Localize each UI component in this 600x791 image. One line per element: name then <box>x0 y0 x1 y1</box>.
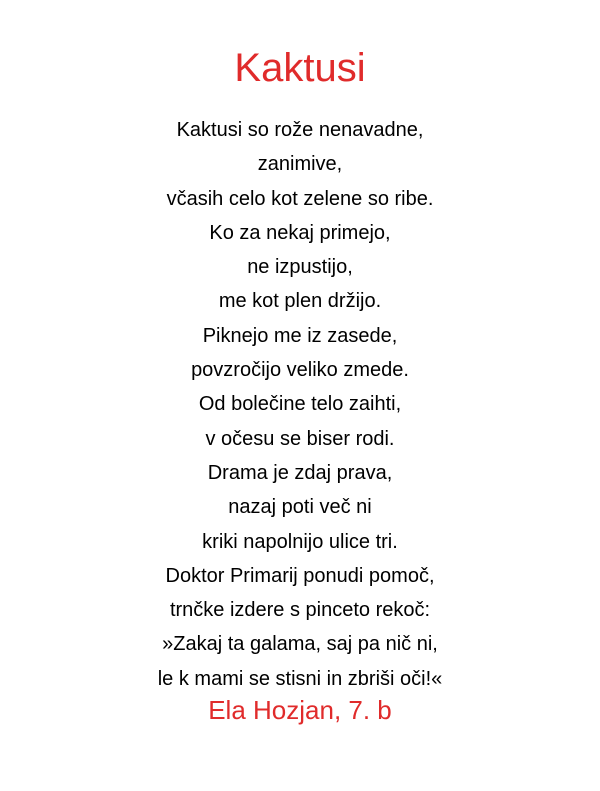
poem-line: ne izpustijo, <box>247 256 353 279</box>
poem-line: Drama je zdaj prava, <box>207 461 393 484</box>
poem-line: nazaj poti več ni <box>228 496 372 519</box>
poem-line: Piknejo me iz zasede, <box>202 324 398 347</box>
poem-title: Kaktusi <box>234 46 366 90</box>
poem-line: »Zakaj ta galama, saj pa nič ni, <box>162 633 438 656</box>
poem-line: Od bolečine telo zaihti, <box>198 393 402 416</box>
poem-line: povzročijo veliko zmede. <box>191 359 409 382</box>
poem-line: me kot plen držijo. <box>218 290 382 313</box>
poem-line: le k mami se stisni in zbriši oči!« <box>157 667 443 690</box>
poem-line: Ko za nekaj primejo, <box>209 221 391 244</box>
poem-body <box>0 113 600 696</box>
poem-line: kriki napolnijo ulice tri. <box>202 530 398 553</box>
poem-line: Kaktusi so rože nenavadne, <box>176 119 424 141</box>
poem-line: včasih celo kot zelene so ribe. <box>166 187 434 210</box>
poem-line: v očesu se biser rodi. <box>205 427 395 450</box>
poem-author: Ela Hozjan, 7. b <box>208 695 392 725</box>
poem-line: trnčke izdere s pinceto rekoč: <box>169 599 431 622</box>
poem-line: Doktor Primarij ponudi pomoč, <box>165 564 435 587</box>
poem-line: zanimive, <box>257 153 343 176</box>
